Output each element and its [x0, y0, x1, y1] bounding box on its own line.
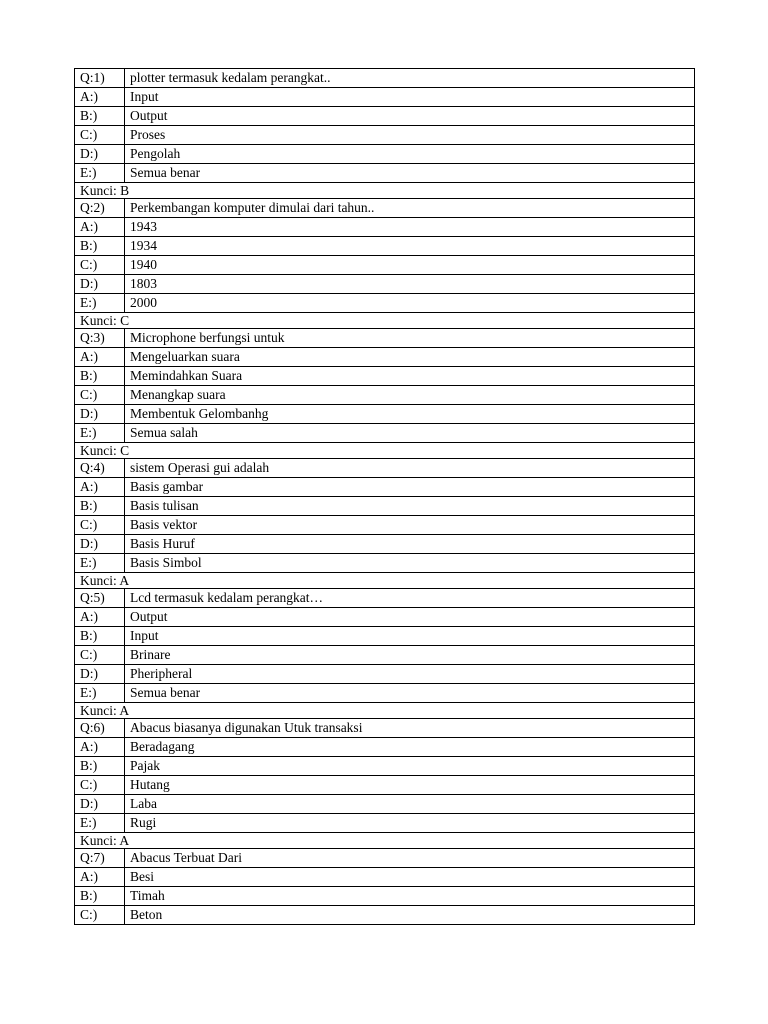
option-text: Brinare [125, 646, 695, 665]
answer-key-row [75, 183, 695, 199]
option-row [75, 738, 695, 757]
option-letter: C:) [75, 386, 125, 405]
option-letter: B:) [75, 367, 125, 386]
question-number: Q:1) [75, 69, 125, 88]
option-text: Semua salah [125, 424, 695, 443]
option-letter: D:) [75, 145, 125, 164]
option-letter: C:) [75, 516, 125, 535]
option-text: Input [125, 88, 695, 107]
answer-key-row [75, 443, 695, 459]
option-text: Pengolah [125, 145, 695, 164]
question-text: Abacus Terbuat Dari [125, 849, 695, 868]
option-row [75, 126, 695, 145]
option-letter: A:) [75, 478, 125, 497]
question-row [75, 199, 695, 218]
option-text: Beradagang [125, 738, 695, 757]
option-text: Output [125, 107, 695, 126]
option-text: Basis Simbol [125, 554, 695, 573]
option-letter: D:) [75, 665, 125, 684]
question-number: Q:6) [75, 719, 125, 738]
option-row [75, 348, 695, 367]
option-letter: E:) [75, 814, 125, 833]
option-row [75, 535, 695, 554]
option-row [75, 887, 695, 906]
answer-key: Kunci: C [75, 313, 695, 329]
option-text: Timah [125, 887, 695, 906]
option-row [75, 275, 695, 294]
option-row [75, 405, 695, 424]
option-letter: C:) [75, 646, 125, 665]
option-text: 1940 [125, 256, 695, 275]
option-text: Basis Huruf [125, 535, 695, 554]
option-row [75, 554, 695, 573]
question-text: Microphone berfungsi untuk [125, 329, 695, 348]
option-letter: D:) [75, 275, 125, 294]
option-row [75, 256, 695, 275]
question-text: plotter termasuk kedalam perangkat.. [125, 69, 695, 88]
option-row [75, 627, 695, 646]
option-letter: E:) [75, 554, 125, 573]
option-row [75, 814, 695, 833]
answer-key: Kunci: B [75, 183, 695, 199]
question-number: Q:5) [75, 589, 125, 608]
question-text: Perkembangan komputer dimulai dari tahun.. [125, 199, 695, 218]
question-number: Q:3) [75, 329, 125, 348]
quiz-table-body [75, 69, 695, 925]
question-text: sistem Operasi gui adalah [125, 459, 695, 478]
option-letter: C:) [75, 126, 125, 145]
option-row [75, 776, 695, 795]
option-text: 2000 [125, 294, 695, 313]
option-row [75, 906, 695, 925]
option-text: Pheripheral [125, 665, 695, 684]
option-text: 1934 [125, 237, 695, 256]
option-letter: D:) [75, 535, 125, 554]
answer-key-row [75, 313, 695, 329]
question-row [75, 459, 695, 478]
option-text: Menangkap suara [125, 386, 695, 405]
option-text: 1943 [125, 218, 695, 237]
option-row [75, 294, 695, 313]
option-text: Semua benar [125, 684, 695, 703]
option-row [75, 164, 695, 183]
option-row [75, 868, 695, 887]
option-text: Hutang [125, 776, 695, 795]
option-letter: A:) [75, 218, 125, 237]
option-row [75, 684, 695, 703]
question-row [75, 849, 695, 868]
question-number: Q:7) [75, 849, 125, 868]
option-row [75, 88, 695, 107]
option-text: Proses [125, 126, 695, 145]
question-row [75, 719, 695, 738]
question-text: Abacus biasanya digunakan Utuk transaksi [125, 719, 695, 738]
option-letter: B:) [75, 887, 125, 906]
option-letter: B:) [75, 107, 125, 126]
option-letter: C:) [75, 776, 125, 795]
option-text: Membentuk Gelombanhg [125, 405, 695, 424]
option-text: Basis vektor [125, 516, 695, 535]
option-letter: A:) [75, 608, 125, 627]
option-row [75, 608, 695, 627]
option-letter: B:) [75, 627, 125, 646]
option-letter: A:) [75, 88, 125, 107]
option-letter: A:) [75, 868, 125, 887]
option-row [75, 367, 695, 386]
answer-key: Kunci: A [75, 833, 695, 849]
option-text: Input [125, 627, 695, 646]
option-letter: E:) [75, 684, 125, 703]
option-row [75, 145, 695, 164]
option-row [75, 218, 695, 237]
option-text: Output [125, 608, 695, 627]
option-letter: B:) [75, 237, 125, 256]
option-letter: A:) [75, 348, 125, 367]
option-row [75, 107, 695, 126]
question-text: Lcd termasuk kedalam perangkat… [125, 589, 695, 608]
option-letter: D:) [75, 795, 125, 814]
option-text: Rugi [125, 814, 695, 833]
option-row [75, 497, 695, 516]
option-text: 1803 [125, 275, 695, 294]
answer-key-row [75, 573, 695, 589]
option-letter: C:) [75, 906, 125, 925]
quiz-table [74, 68, 695, 925]
option-text: Semua benar [125, 164, 695, 183]
option-letter: B:) [75, 757, 125, 776]
answer-key: Kunci: C [75, 443, 695, 459]
option-row [75, 237, 695, 256]
answer-key-row [75, 703, 695, 719]
option-row [75, 424, 695, 443]
option-letter: E:) [75, 164, 125, 183]
question-row [75, 329, 695, 348]
option-text: Mengeluarkan suara [125, 348, 695, 367]
answer-key: Kunci: A [75, 573, 695, 589]
option-text: Beton [125, 906, 695, 925]
answer-key: Kunci: A [75, 703, 695, 719]
option-text: Memindahkan Suara [125, 367, 695, 386]
option-letter: C:) [75, 256, 125, 275]
option-row [75, 386, 695, 405]
option-text: Basis gambar [125, 478, 695, 497]
option-letter: E:) [75, 294, 125, 313]
question-row [75, 69, 695, 88]
option-text: Pajak [125, 757, 695, 776]
option-row [75, 757, 695, 776]
option-text: Laba [125, 795, 695, 814]
option-row [75, 478, 695, 497]
answer-key-row [75, 833, 695, 849]
option-row [75, 795, 695, 814]
option-letter: A:) [75, 738, 125, 757]
option-text: Besi [125, 868, 695, 887]
question-row [75, 589, 695, 608]
question-number: Q:2) [75, 199, 125, 218]
option-row [75, 665, 695, 684]
option-letter: D:) [75, 405, 125, 424]
option-text: Basis tulisan [125, 497, 695, 516]
option-letter: B:) [75, 497, 125, 516]
option-letter: E:) [75, 424, 125, 443]
question-number: Q:4) [75, 459, 125, 478]
option-row [75, 646, 695, 665]
option-row [75, 516, 695, 535]
